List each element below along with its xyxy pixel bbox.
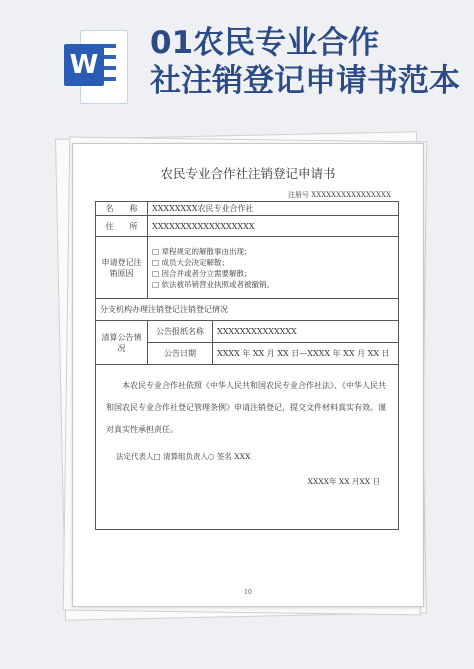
registration-number: 注册号 XXXXXXXXXXXXXXXX — [288, 191, 391, 199]
notice-date-value: XXXX 年 XX 月 XX 日—XXXX 年 XX 月 XX 日 — [213, 343, 399, 365]
signature-line: 法定代表人□ 清算组负责人○ 签名 XXX — [116, 452, 251, 461]
name-label: 名 称 — [96, 202, 148, 216]
reason-option: □ 因合并或者分立需要解散； — [152, 268, 252, 278]
address-label: 住 所 — [96, 216, 148, 237]
newspaper-label: 公告报纸名称 — [148, 321, 213, 343]
address-value: XXXXXXXXXXXXXXXXXX — [148, 216, 399, 237]
newspaper-value: XXXXXXXXXXXXXX — [213, 321, 399, 343]
page-title — [150, 24, 470, 100]
word-icon-letter: W — [64, 44, 104, 86]
reason-option: □ 章程规定的解散事由出现； — [152, 246, 252, 256]
word-document-icon — [64, 28, 128, 104]
cancellation-reasons — [148, 237, 399, 299]
application-form-table — [95, 201, 399, 530]
notice-date-label: 公告日期 — [148, 343, 213, 365]
declaration-cell — [96, 365, 399, 530]
header-banner — [0, 0, 474, 130]
title-line-1: 01农民专业合作 — [150, 25, 380, 61]
name-value: XXXXXXXX农民专业合作社 — [148, 202, 399, 216]
page-number: 10 — [244, 589, 252, 596]
declaration-date: XXXX年 XX 月XX 日 — [307, 477, 380, 486]
declaration-text: 本农民专业合作社依照《中华人民共和国农民专业合作社法》、《中华人民共和国农民专业合作社登记管理条例》申请注销登记，提交文件材料真实有效。谨对真实性承担责任。 — [106, 381, 386, 434]
title-line-2: 社注销登记申请书范本 — [150, 63, 460, 99]
reason-option: □ 依法被吊销营业执照或者被撤销。 — [152, 279, 274, 289]
liquidation-notice-label: 清算公告情况 — [96, 321, 148, 365]
document-page — [72, 143, 424, 607]
branch-cancellation-row: 分支机构办理注销登记注销登记情况 — [96, 299, 399, 321]
document-title: 农民专业合作社注销登记申请书 — [160, 166, 336, 181]
cancellation-reason-label: 申请登记注销原因 — [96, 237, 148, 299]
reason-option: □ 成员大会决定解散； — [152, 257, 229, 267]
